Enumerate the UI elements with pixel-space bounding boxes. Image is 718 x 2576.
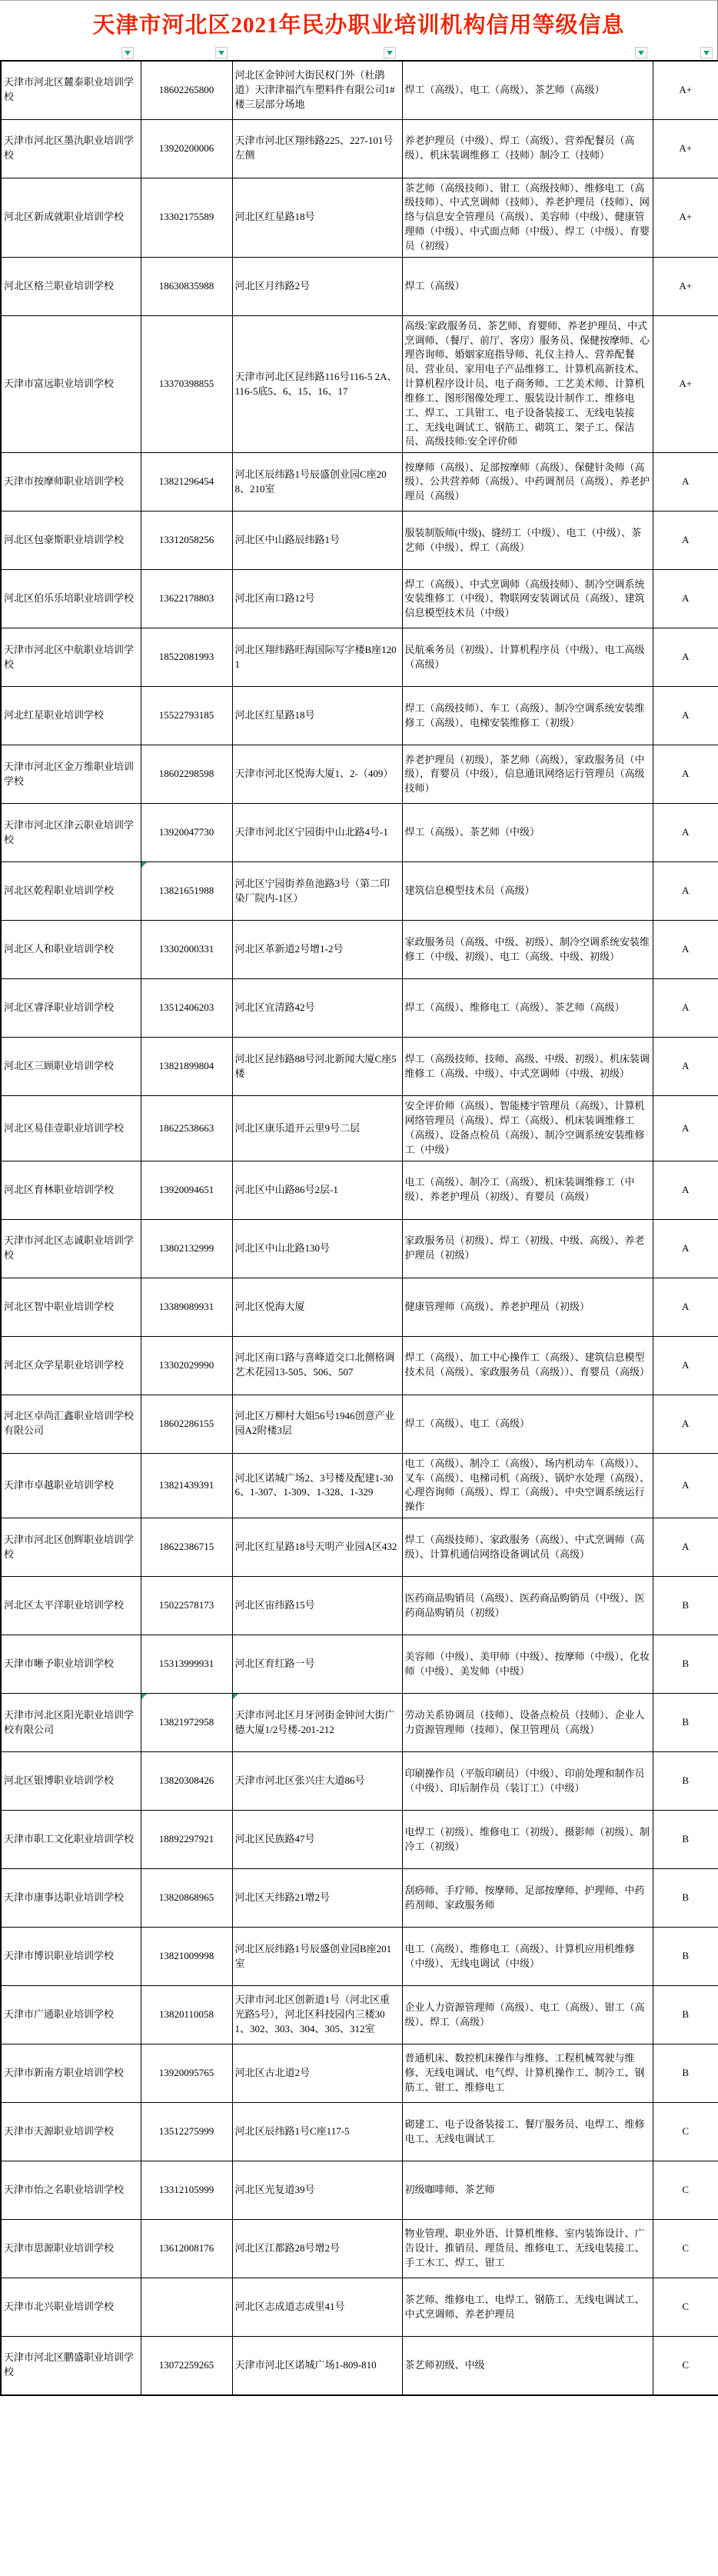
- cell-address[interactable]: 河北区万柳村大姐56号1946创意产业园A2附楼3层: [232, 1395, 402, 1453]
- cell-institution-name[interactable]: 天津市按摩师职业培训学校: [1, 453, 141, 512]
- cell-phone[interactable]: 15022578173: [141, 1577, 232, 1635]
- table-row: [1, 1635, 718, 1694]
- cell-training-programs[interactable]: 印刷操作员（平版印刷员）（中级）、印前处理和制作员（中级）、印后制作员（装订工）（中级）: [402, 1752, 653, 1811]
- table-row: [1, 979, 718, 1038]
- cell-grade[interactable]: C: [653, 2220, 718, 2278]
- chevron-down-icon: [638, 51, 644, 55]
- cell-grade[interactable]: B: [653, 1811, 718, 1869]
- cell-institution-name[interactable]: 河北区智中职业培训学校: [1, 1278, 141, 1336]
- cell-phone[interactable]: 13302000331: [141, 921, 232, 979]
- table-row: [1, 119, 718, 178]
- table-row: [1, 1278, 718, 1336]
- cell-address[interactable]: 河北区古北道2号: [232, 2044, 402, 2103]
- cell-institution-name[interactable]: 天津市河北区阳光职业培训学校有限公司: [1, 1694, 141, 1752]
- cell-address[interactable]: 天津市河北区诺城广场1-809-810: [232, 2337, 402, 2395]
- cell-phone[interactable]: 13821009998: [141, 1928, 232, 1986]
- cell-address[interactable]: 河北区悦海大厦: [232, 1278, 402, 1336]
- cell-address[interactable]: 河北区宙纬路15号: [232, 1577, 402, 1635]
- cell-address[interactable]: 天津市河北区昆纬路116号116-5 2A、116-5底5、6、15、16、17: [232, 315, 402, 453]
- cell-institution-name[interactable]: 天津市河北区墨氿职业培训学校: [1, 119, 141, 178]
- sheet-header: [0, 0, 718, 60]
- filter-dropdown-icon[interactable]: [635, 47, 647, 58]
- cell-grade[interactable]: A: [653, 1278, 718, 1336]
- chevron-down-icon: [387, 51, 393, 55]
- cell-phone[interactable]: 13612008176: [141, 2220, 232, 2278]
- cell-address[interactable]: 河北区育红路一号: [232, 1635, 402, 1694]
- cell-institution-name[interactable]: 天津市河北区中航职业培训学校: [1, 628, 141, 687]
- cell-phone[interactable]: 13512275999: [141, 2103, 232, 2161]
- table-row: [1, 1928, 718, 1986]
- cell-phone[interactable]: 13072259265: [141, 2337, 232, 2395]
- cell-training-programs[interactable]: 安全评价师（高级）、智能楼宇管理员（高级）、计算机网络管理员（高级）、焊工（高级）、机床装调维修工（高级）、设备点检员（高级）、制冷空调系统安装维修工（中级）: [402, 1096, 653, 1161]
- cell-institution-name[interactable]: 天津市河北区鹏盛职业培训学校: [1, 2337, 141, 2395]
- cell-phone[interactable]: 18602265800: [141, 61, 232, 119]
- cell-grade[interactable]: B: [653, 1577, 718, 1635]
- table-row: [1, 257, 718, 315]
- cell-phone[interactable]: 13920095765: [141, 2044, 232, 2103]
- table-row: [1, 1811, 718, 1869]
- cell-grade[interactable]: A+: [653, 315, 718, 453]
- cell-grade[interactable]: A: [653, 979, 718, 1038]
- cell-training-programs[interactable]: 电工（高级）、制冷工（高级）、机床装调维修工（中级）、养老护理员（初级）、育婴员（高级）: [402, 1161, 653, 1219]
- cell-institution-name[interactable]: 天津市博识职业培训学校: [1, 1928, 141, 1986]
- cell-training-programs[interactable]: 健康管理师（高级）、养老护理员（初级）: [402, 1278, 653, 1336]
- cell-training-programs[interactable]: 焊工（高级）、茶艺师（中级）: [402, 804, 653, 862]
- table-row: [1, 628, 718, 687]
- cell-institution-name[interactable]: 河北区格兰职业培训学校: [1, 257, 141, 315]
- table-row: [1, 2044, 718, 2103]
- cell-training-programs[interactable]: 焊工（高级技师、技师、高级、中级、初级）、机床装调维修工（高级、中级）、中式烹调师（中级、初级）: [402, 1038, 653, 1096]
- cell-institution-name[interactable]: 天津市思源职业培训学校: [1, 2220, 141, 2278]
- cell-training-programs[interactable]: 美容师（中级）、美甲师（中级）、按摩师（中级）、化妆师（中级）、美发师（中级）: [402, 1635, 653, 1694]
- table-row: [1, 1869, 718, 1928]
- cell-institution-name[interactable]: 天津市河北区金万维职业培训学校: [1, 745, 141, 804]
- cell-institution-name[interactable]: 河北区新成就职业培训学校: [1, 178, 141, 257]
- table-row: [1, 453, 718, 512]
- cell-grade[interactable]: B: [653, 1635, 718, 1694]
- cell-institution-name[interactable]: 天津市北兴职业培训学校: [1, 2278, 141, 2337]
- cell-training-programs[interactable]: 建筑信息模型技术员（高级）: [402, 862, 653, 921]
- cell-institution-name[interactable]: 天津市卓越职业培训学校: [1, 1453, 141, 1518]
- table-row: [1, 2103, 718, 2161]
- cell-phone[interactable]: 13820110058: [141, 1986, 232, 2044]
- cell-address[interactable]: 河北区红星路18号: [232, 687, 402, 745]
- cell-institution-name[interactable]: 天津市怡之名职业培训学校: [1, 2161, 141, 2220]
- cell-address[interactable]: 天津市河北区翔纬路225、227-101号左侧: [232, 119, 402, 178]
- cell-address[interactable]: 河北区中山路辰纬路1号: [232, 512, 402, 570]
- table-row: [1, 1453, 718, 1518]
- cell-address[interactable]: 天津市河北区创新道1号（河北区重光路5号），河北区科技园内三楼301、302、303、304、305、312室: [232, 1986, 402, 2044]
- cell-phone[interactable]: 15313999931: [141, 1635, 232, 1694]
- cell-training-programs[interactable]: 焊工（高级）、中式烹调师（高级技师）、制冷空调系统安装维修工（中级）、物联网安装调试员（高级）、建筑信息模型技术员（中级）: [402, 570, 653, 628]
- cell-grade[interactable]: B: [653, 1986, 718, 2044]
- cell-address[interactable]: 河北区宁园街养鱼池路3号（第二印染厂院内-1区）: [232, 862, 402, 921]
- cell-institution-name[interactable]: 天津市职工文化职业培训学校: [1, 1811, 141, 1869]
- cell-address[interactable]: 河北区中山北路130号: [232, 1219, 402, 1278]
- cell-training-programs[interactable]: 焊工（高级技师）、车工（高级）、制冷空调系统安装维修工（高级）、电梯安装维修工（初级）: [402, 687, 653, 745]
- cell-grade[interactable]: A: [653, 570, 718, 628]
- table-row: [1, 921, 718, 979]
- cell-error-indicator-icon: [141, 862, 147, 868]
- cell-phone[interactable]: 18602298598: [141, 745, 232, 804]
- cell-address[interactable]: 河北区南口路12号: [232, 570, 402, 628]
- cell-training-programs[interactable]: 服装制版师(中级)、缝纫工（中级）、电工（中级）、茶艺师（中级）、焊工（高级）: [402, 512, 653, 570]
- cell-phone[interactable]: 13821899804: [141, 1038, 232, 1096]
- table-row: [1, 61, 718, 119]
- cell-training-programs[interactable]: 刮痧师、手疗师、按摩师、足部按摩师、护理师、中药药剂师、家政服务师: [402, 1869, 653, 1928]
- cell-institution-name[interactable]: 河北区银博职业培训学校: [1, 1752, 141, 1811]
- cell-phone[interactable]: 13920094651: [141, 1161, 232, 1219]
- cell-training-programs[interactable]: 按摩师（高级）、足部按摩师（高级）、保健针灸师（高级）、公共营养师（高级）、中药调剂员（高级）、养老护理员（高级）: [402, 453, 653, 512]
- cell-grade[interactable]: A: [653, 1336, 718, 1395]
- table-body: [1, 61, 718, 2395]
- cell-phone[interactable]: 18622538663: [141, 1096, 232, 1161]
- cell-grade[interactable]: A: [653, 1161, 718, 1219]
- cell-training-programs[interactable]: 民航乘务员（初级）、计算机程序员（中级）、电工高级（高级）: [402, 628, 653, 687]
- cell-phone[interactable]: 13302175589: [141, 178, 232, 257]
- cell-phone[interactable]: 13302029990: [141, 1336, 232, 1395]
- cell-institution-name[interactable]: 河北区伯乐乐培职业培训学校: [1, 570, 141, 628]
- cell-grade[interactable]: A+: [653, 61, 718, 119]
- cell-address[interactable]: 河北区南口路与喜峰道交口北侧格调艺术花园13-505、506、507: [232, 1336, 402, 1395]
- cell-address[interactable]: 河北区中山路86号2层-1: [232, 1161, 402, 1219]
- cell-grade[interactable]: A: [653, 1038, 718, 1096]
- filter-dropdown-icon[interactable]: [384, 47, 396, 58]
- credit-rating-table: [0, 60, 718, 2396]
- cell-training-programs[interactable]: 养老护理员（中级）、焊工（高级）、营养配餐员（高级）、机床装调维修工（技师）制冷工（技师）: [402, 119, 653, 178]
- cell-institution-name[interactable]: 天津市天源职业培训学校: [1, 2103, 141, 2161]
- cell-training-programs[interactable]: 养老护理员（初级），茶艺师（高级），家政服务员（中级），育婴员（中级），信息通讯网络运行管理员（高级技师）: [402, 745, 653, 804]
- cell-grade[interactable]: B: [653, 2044, 718, 2103]
- cell-grade[interactable]: A+: [653, 257, 718, 315]
- cell-phone[interactable]: 18892297921: [141, 1811, 232, 1869]
- cell-institution-name[interactable]: 天津市新南方职业培训学校: [1, 2044, 141, 2103]
- cell-institution-name[interactable]: 河北区太平洋职业培训学校: [1, 1577, 141, 1635]
- cell-grade[interactable]: C: [653, 2103, 718, 2161]
- cell-training-programs[interactable]: 焊工（高级）、电工（高级）、茶艺师（高级）: [402, 61, 653, 119]
- table-row: [1, 804, 718, 862]
- table-row: [1, 1395, 718, 1453]
- cell-address[interactable]: 河北区辰纬路1号辰盛创业园B座201室: [232, 1928, 402, 1986]
- cell-phone[interactable]: 13512406203: [141, 979, 232, 1038]
- cell-grade[interactable]: A: [653, 687, 718, 745]
- cell-training-programs[interactable]: 茶艺师（高级技师）、钳工（高级技师）、维修电工（高级技师）、中式烹调师（技师）、养老护理员（技师）、网络与信息安全管理员（高级）、美容师（中级）、健康管理师（中级）、中式面点师（中级）、焊工（中级）、育婴员（初级）: [402, 178, 653, 257]
- cell-phone[interactable]: 13920200006: [141, 119, 232, 178]
- cell-training-programs[interactable]: 普通机床、数控机床操作与维修、工程机械驾驶与维修、无线电调试、电气焊、计算机操作工、制冷工、钢筋工、钳工、维修电工: [402, 2044, 653, 2103]
- cell-training-programs[interactable]: 茶艺师初级、中级: [402, 2337, 653, 2395]
- cell-institution-name[interactable]: 河北区人和职业培训学校: [1, 921, 141, 979]
- table-row: [1, 2337, 718, 2395]
- cell-institution-name[interactable]: 河北区众学星职业培训学校: [1, 1336, 141, 1395]
- table-row: [1, 1336, 718, 1395]
- cell-phone[interactable]: 18622386715: [141, 1518, 232, 1577]
- table-row: [1, 2161, 718, 2220]
- cell-institution-name[interactable]: 河北区乾程职业培训学校: [1, 862, 141, 921]
- table-row: [1, 2220, 718, 2278]
- cell-address[interactable]: 河北区诺城广场2、3号楼及配建1-306、1-307、1-309、1-328、1-329: [232, 1453, 402, 1518]
- table-row: [1, 687, 718, 745]
- cell-phone[interactable]: 18630835988: [141, 257, 232, 315]
- table-row: [1, 1694, 718, 1752]
- cell-training-programs[interactable]: 焊工（高级）、维修电工（高级）、茶艺师（高级）: [402, 979, 653, 1038]
- table-row: [1, 1219, 718, 1278]
- cell-institution-name[interactable]: 河北区育林职业培训学校: [1, 1161, 141, 1219]
- cell-institution-name[interactable]: 河北区三顾职业培训学校: [1, 1038, 141, 1096]
- cell-institution-name[interactable]: 河北区包豪斯职业培训学校: [1, 512, 141, 570]
- cell-address[interactable]: 河北区江都路28号增2号: [232, 2220, 402, 2278]
- cell-phone[interactable]: 13312105999: [141, 2161, 232, 2220]
- table-row: [1, 2278, 718, 2337]
- cell-training-programs[interactable]: 家政服务员（初级）、焊工（初级、中级、高级）、养老护理员（初级）: [402, 1219, 653, 1278]
- cell-training-programs[interactable]: 焊工（高级）: [402, 257, 653, 315]
- cell-institution-name[interactable]: 天津市河北区创辉职业培训学校: [1, 1518, 141, 1577]
- cell-grade[interactable]: A: [653, 1453, 718, 1518]
- cell-phone[interactable]: 15522793185: [141, 687, 232, 745]
- cell-grade[interactable]: A: [653, 1395, 718, 1453]
- cell-training-programs[interactable]: 焊工（高级）、加工中心操作工（高级）、建筑信息模型技术员（高级）、家政服务员（高级））、育婴员（高级）: [402, 1336, 653, 1395]
- cell-address[interactable]: 河北区红星路18号: [232, 178, 402, 257]
- cell-address[interactable]: 天津市河北区张兴庄大道86号: [232, 1752, 402, 1811]
- cell-error-indicator-icon: [141, 1694, 147, 1699]
- cell-training-programs[interactable]: 物业管理、职业外语、计算机维修、室内装饰设计、广告设计、推销员、理货员、维修电工、无线电装接工、手工木工、焊工、钳工: [402, 2220, 653, 2278]
- cell-institution-name[interactable]: 河北区卓尚汇鑫职业培训学校有限公司: [1, 1395, 141, 1453]
- cell-training-programs[interactable]: 焊工（高级）、电工（高级）: [402, 1395, 653, 1453]
- cell-phone[interactable]: 13312058256: [141, 512, 232, 570]
- table-row: [1, 1096, 718, 1161]
- cell-grade[interactable]: A+: [653, 178, 718, 257]
- cell-grade[interactable]: B: [653, 1752, 718, 1811]
- cell-phone[interactable]: 18602286155: [141, 1395, 232, 1453]
- cell-phone[interactable]: 13389089931: [141, 1278, 232, 1336]
- chevron-down-icon: [125, 51, 131, 55]
- cell-phone[interactable]: 13370398855: [141, 315, 232, 453]
- table-row: [1, 570, 718, 628]
- cell-training-programs[interactable]: 初级咖啡师、茶艺师: [402, 2161, 653, 2220]
- cell-grade[interactable]: A: [653, 1219, 718, 1278]
- cell-address[interactable]: 天津市河北区宁园街中山北路4号-1: [232, 804, 402, 862]
- cell-institution-name[interactable]: 天津市康事达职业培训学校: [1, 1869, 141, 1928]
- cell-phone[interactable]: 13821651988: [141, 862, 232, 921]
- cell-grade[interactable]: B: [653, 1928, 718, 1986]
- cell-phone[interactable]: 13821972958: [141, 1694, 232, 1752]
- cell-training-programs[interactable]: 企业人力资源管理师（高级）、电工（高级）、钳工（高级）、焊工（高级）: [402, 1986, 653, 2044]
- cell-training-programs[interactable]: 焊工（高级技师）、家政服务（高级）、中式烹调师（高级）、计算机通信网络设备调试员（高级）: [402, 1518, 653, 1577]
- filter-dropdown-icon[interactable]: [700, 47, 713, 58]
- cell-training-programs[interactable]: 电焊工（初级）、维修电工（初级）、摄影师（初级）、制冷工（初级）: [402, 1811, 653, 1869]
- cell-address[interactable]: 河北区宜清路42号: [232, 979, 402, 1038]
- table-row: [1, 1038, 718, 1096]
- cell-grade[interactable]: A: [653, 745, 718, 804]
- cell-grade[interactable]: A: [653, 1518, 718, 1577]
- cell-phone[interactable]: 13821296454: [141, 453, 232, 512]
- cell-grade[interactable]: C: [653, 2161, 718, 2220]
- table-row: [1, 1752, 718, 1811]
- cell-address[interactable]: 河北区光复道39号: [232, 2161, 402, 2220]
- cell-institution-name[interactable]: 天津市河北区津云职业培训学校: [1, 804, 141, 862]
- table-row: [1, 1986, 718, 2044]
- cell-address[interactable]: 河北区红星路18号天明产业园A区432: [232, 1518, 402, 1577]
- cell-grade[interactable]: A: [653, 862, 718, 921]
- table-row: [1, 1577, 718, 1635]
- cell-phone[interactable]: 13820868965: [141, 1869, 232, 1928]
- cell-phone[interactable]: 13820308426: [141, 1752, 232, 1811]
- table-row: [1, 1161, 718, 1219]
- cell-institution-name[interactable]: 天津市晰予职业培训学校: [1, 1635, 141, 1694]
- table-row: [1, 178, 718, 257]
- cell-training-programs[interactable]: 高级:家政服务员、茶艺师、育婴师、养老护理员、中式烹调师、（餐厅、前厅、客房）服务员、保健按摩师、心理咨询师、婚姻家庭指导师、礼仪主持人、营养配餐员、营业员、家用电子产品维修工、计算机高新技术、计算机程序设计员、电子商务师、工艺美术师、计算机维修工、图形图像处理工、服装设计制作工、维修电工、焊工、工具钳工、电子设备装接工、无线电装接工、无线电调试工、钢筋工、砌筑工、架子工、保洁员、高级技师:安全评价师: [402, 315, 653, 453]
- cell-address[interactable]: 河北区翔纬路旺海国际写字楼B座1201: [232, 628, 402, 687]
- cell-grade[interactable]: A+: [653, 119, 718, 178]
- filter-dropdown-icon[interactable]: [121, 47, 134, 58]
- cell-address[interactable]: 河北区昆纬路88号河北新闻大厦C座5楼: [232, 1038, 402, 1096]
- table-row: [1, 512, 718, 570]
- cell-grade[interactable]: A: [653, 1096, 718, 1161]
- cell-grade[interactable]: C: [653, 2278, 718, 2337]
- cell-institution-name[interactable]: 天津市河北区麓泰职业培训学校: [1, 61, 141, 119]
- cell-address[interactable]: 河北区月纬路2号: [232, 257, 402, 315]
- cell-grade[interactable]: A: [653, 512, 718, 570]
- cell-address[interactable]: 河北区民族路47号: [232, 1811, 402, 1869]
- filter-dropdown-icon[interactable]: [215, 47, 228, 58]
- table-row: [1, 745, 718, 804]
- cell-institution-name[interactable]: 天津市河北区志诚职业培训学校: [1, 1219, 141, 1278]
- cell-institution-name[interactable]: 河北红星职业培训学校: [1, 687, 141, 745]
- cell-training-programs[interactable]: 电工（高级）、维修电工（高级）、计算机应用机维修（中级）、无线电调试（中级）: [402, 1928, 653, 1986]
- cell-training-programs[interactable]: 家政服务员（高级、中级、初级）、制冷空调系统安装维修工（中级、初级）、电工（高级、中级、初级）: [402, 921, 653, 979]
- chevron-down-icon: [218, 51, 224, 55]
- cell-error-indicator-icon: [233, 1694, 238, 1699]
- cell-address[interactable]: 河北区志成道志成里41号: [232, 2278, 402, 2337]
- cell-address[interactable]: 天津市河北区悦海大厦1、2-（409）: [232, 745, 402, 804]
- cell-grade[interactable]: A: [653, 804, 718, 862]
- cell-address[interactable]: 河北区革新道2号增1-2号: [232, 921, 402, 979]
- cell-address[interactable]: 河北区辰纬路1号辰盛创业园C座208、210室: [232, 453, 402, 512]
- table-row: [1, 1518, 718, 1577]
- table-row: [1, 862, 718, 921]
- cell-training-programs[interactable]: 医药商品购销员（高级）、医药商品购销员（中级）、医药商品购销员（初级）: [402, 1577, 653, 1635]
- cell-institution-name[interactable]: 河北区易佳壹职业培训学校: [1, 1096, 141, 1161]
- page-title: 天津市河北区2021年民办职业培训机构信用等级信息: [92, 13, 625, 38]
- cell-address[interactable]: 河北区辰纬路1号C座117-5: [232, 2103, 402, 2161]
- chevron-down-icon: [703, 51, 710, 55]
- cell-address[interactable]: 河北区金钟河大街民权门外（杜鹃道）天津津福汽车塑料件有限公司1#楼三层部分场地: [232, 61, 402, 119]
- table-row: [1, 315, 718, 453]
- cell-institution-name[interactable]: 天津市广通职业培训学校: [1, 1986, 141, 2044]
- cell-training-programs[interactable]: 茶艺师、维修电工、电焊工、钢筋工、无线电调试工、中式烹调师、养老护理员: [402, 2278, 653, 2337]
- cell-phone[interactable]: 13802132999: [141, 1219, 232, 1278]
- cell-institution-name[interactable]: 河北区睿泽职业培训学校: [1, 979, 141, 1038]
- cell-training-programs[interactable]: 劳动关系协调员（技师）、设备点检员（技师）、企业人力资源管理师（技师）、保卫管理员（高级）: [402, 1694, 653, 1752]
- cell-phone[interactable]: 13920047730: [141, 804, 232, 862]
- cell-training-programs[interactable]: 砌建工、电子设备装接工、餐厅服务员、电焊工、维修电工、无线电调试工: [402, 2103, 653, 2161]
- cell-address[interactable]: 河北区天纬路21增2号: [232, 1869, 402, 1928]
- cell-grade[interactable]: B: [653, 1694, 718, 1752]
- cell-grade[interactable]: B: [653, 1869, 718, 1928]
- cell-training-programs[interactable]: 电工（高级）、制冷工（高级）、场内机动车（高级））、叉车（高级）、电梯司机（高级）、锅炉水处理（高级）、心理咨询师（高级）、焊工（高级）、中央空调系统运行操作: [402, 1453, 653, 1518]
- cell-phone[interactable]: 13821439391: [141, 1453, 232, 1518]
- cell-grade[interactable]: A: [653, 628, 718, 687]
- cell-phone[interactable]: 13622178803: [141, 570, 232, 628]
- cell-address[interactable]: 天津市河北区月牙河街金钟河大街广德大厦1/2号楼-201-212: [232, 1694, 402, 1752]
- cell-institution-name[interactable]: 天津市富远职业培训学校: [1, 315, 141, 453]
- cell-grade[interactable]: A: [653, 921, 718, 979]
- cell-phone[interactable]: 18522081993: [141, 628, 232, 687]
- cell-phone[interactable]: [141, 2278, 232, 2337]
- cell-grade[interactable]: C: [653, 2337, 718, 2395]
- cell-grade[interactable]: A: [653, 453, 718, 512]
- cell-address[interactable]: 河北区康乐道开云里9号二层: [232, 1096, 402, 1161]
